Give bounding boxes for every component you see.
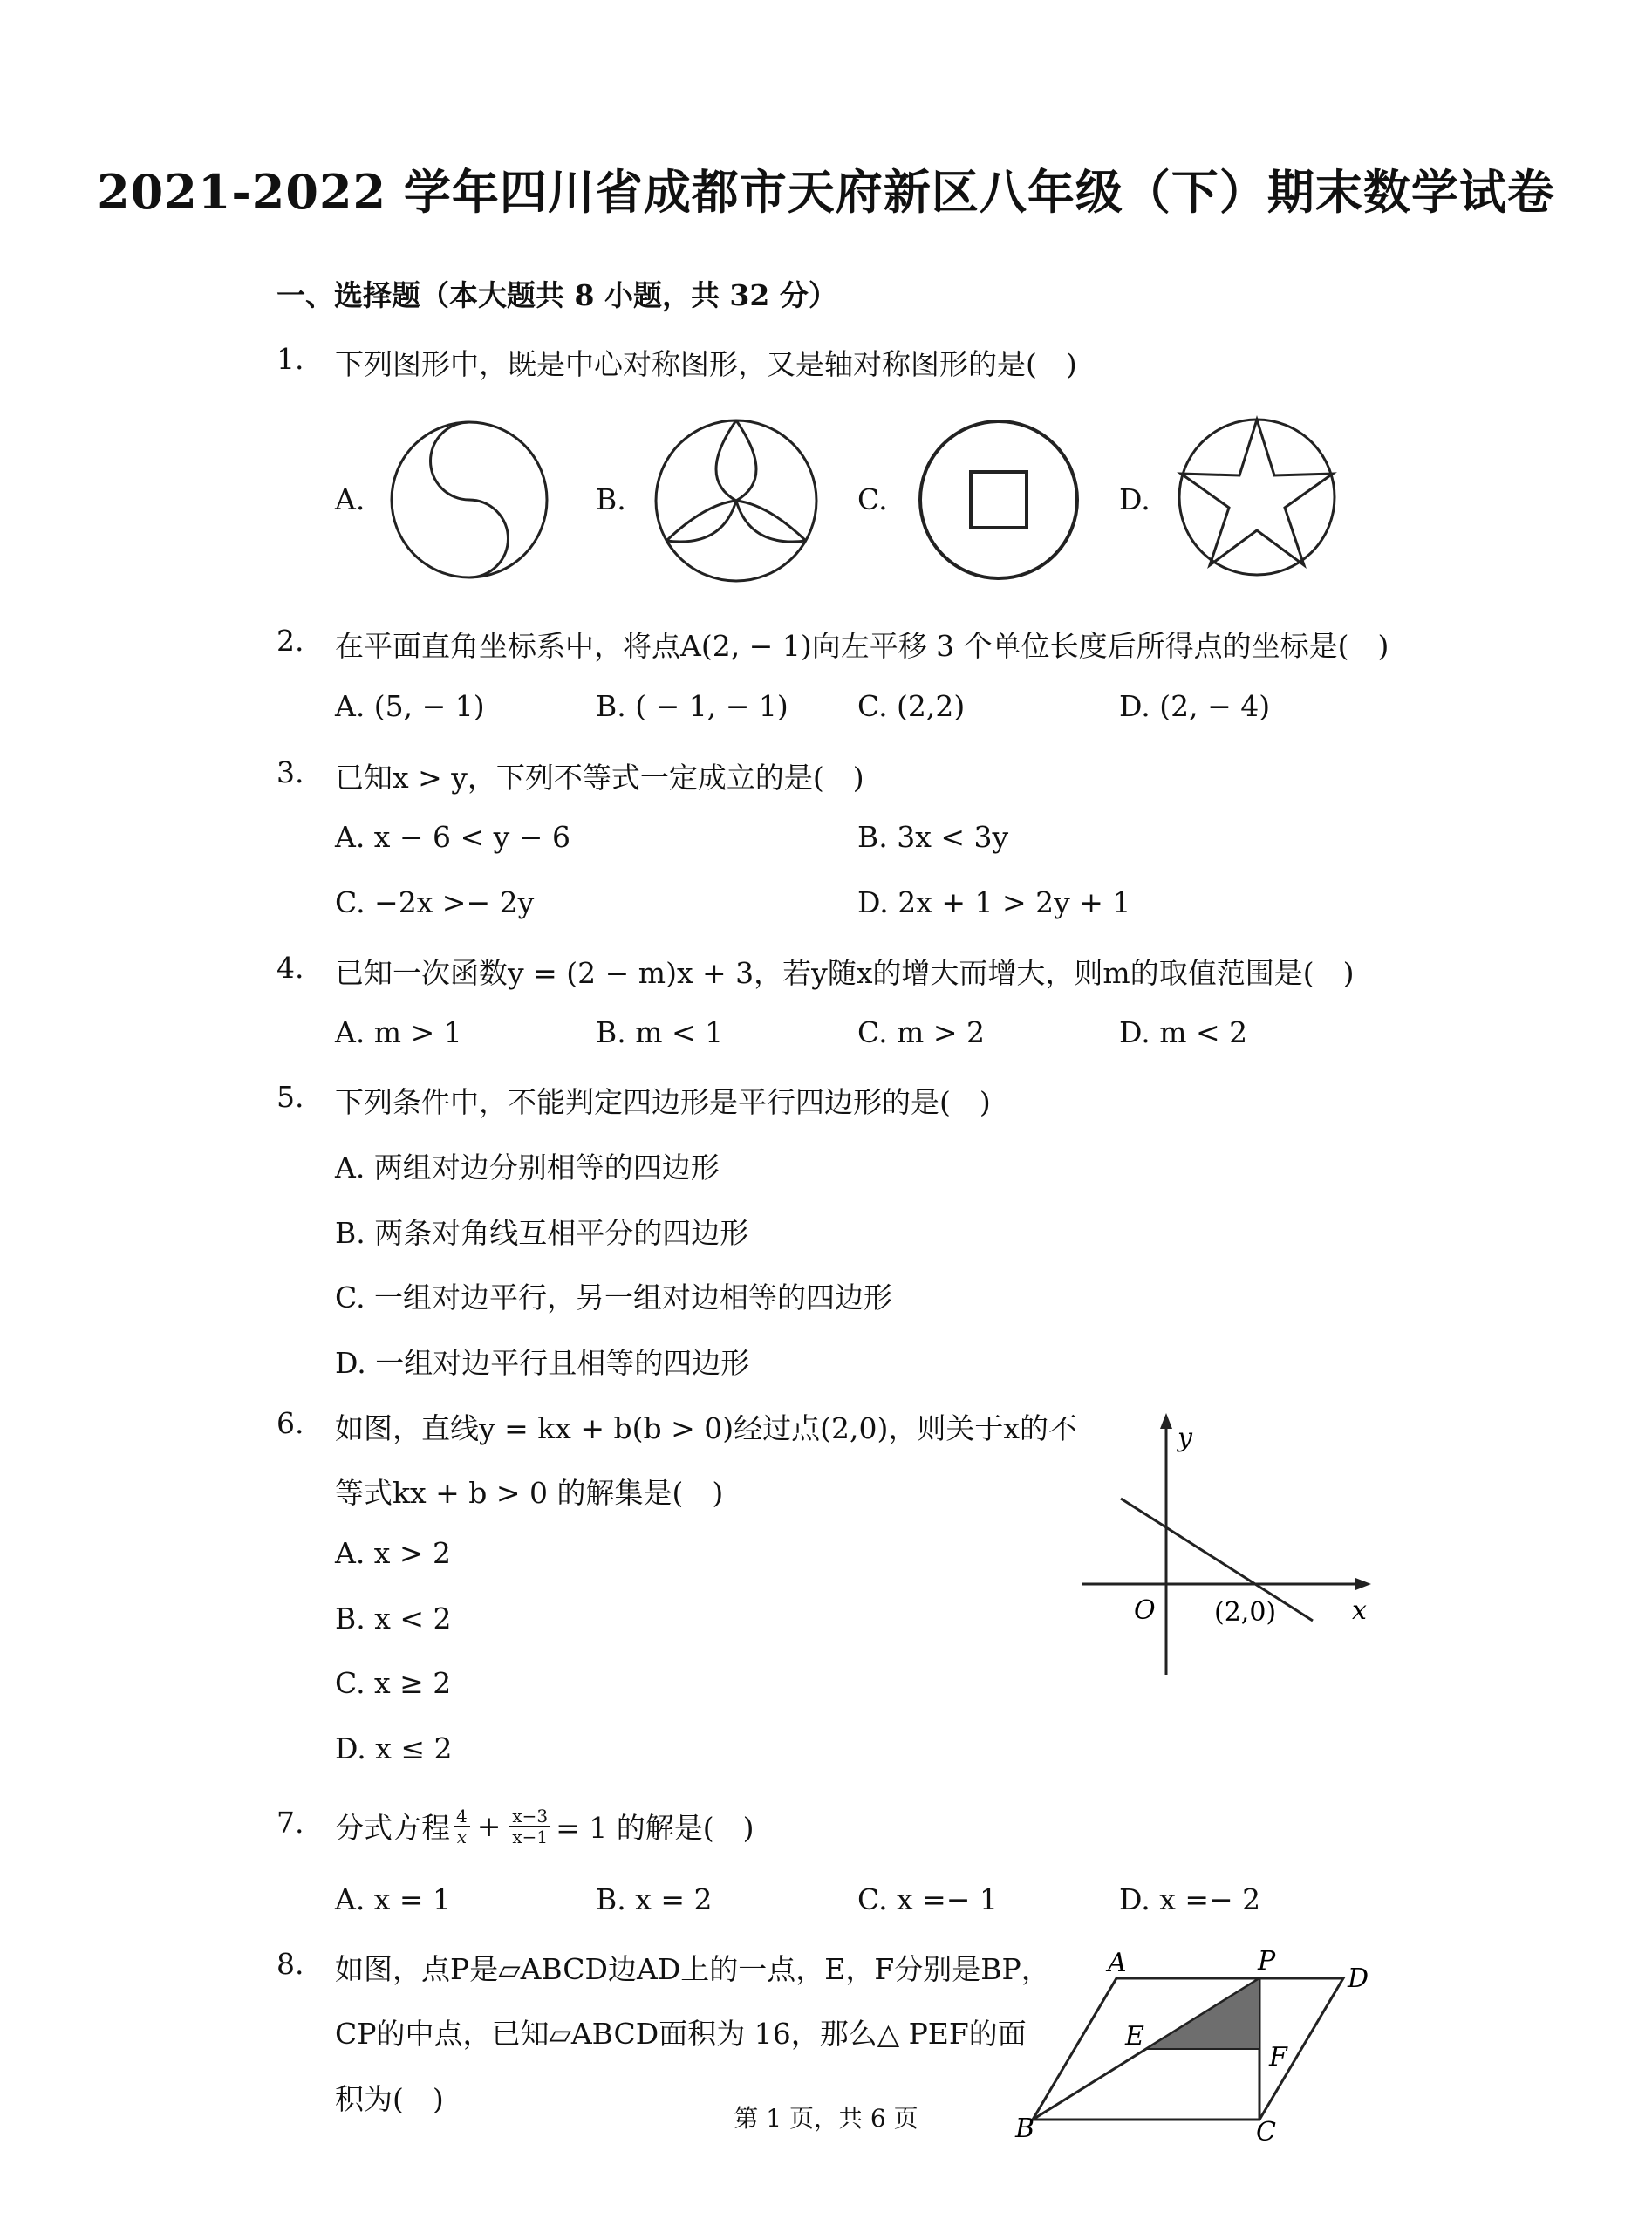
point-label: (2,0) [1214, 1597, 1277, 1628]
point-e: E [1125, 2021, 1144, 2052]
three-arcs-figure [652, 417, 820, 584]
option-b: B. x = 2 [596, 1882, 713, 1916]
option-a: A. (5, − 1) [335, 689, 485, 723]
option-b: B. x < 2 [335, 1601, 452, 1635]
option-a: A. 两组对边分别相等的四边形 [335, 1151, 720, 1185]
page-title: 2021-2022 学年四川省成都市天府新区八年级（下）期末数学试卷 [97, 164, 1555, 220]
question-stem [335, 1806, 754, 1847]
page-footer: 第 1 页，共 6 页 [734, 2104, 918, 2133]
vertex-b: B [1015, 2113, 1035, 2144]
option-a: A. x = 1 [335, 1882, 452, 1916]
stem-prefix: 分式方程 [335, 1811, 450, 1845]
fraction-2-denominator: x−1 [512, 1826, 549, 1847]
vertex-c: C [1256, 2117, 1276, 2148]
option-b: B. ( − 1, − 1) [596, 689, 788, 723]
vertex-a: A [1108, 1948, 1127, 1978]
fraction-1-numerator: 4 [454, 1806, 470, 1827]
option-a-label: A. [335, 482, 365, 516]
fraction-1 [454, 1806, 470, 1847]
option-b: B. m < 1 [596, 1015, 724, 1049]
question-stem-line3: 积为( ) [335, 2082, 444, 2116]
question-stem: 在平面直角坐标系中，将点A(2, − 1)向左平移 3 个单位长度后所得点的坐标是( ) [335, 629, 1389, 663]
option-c-label: C. [857, 482, 888, 516]
vertex-p: P [1258, 1946, 1276, 1977]
option-b: B. 两条对角线互相平分的四边形 [335, 1216, 749, 1250]
fraction-1-denominator: x [456, 1826, 467, 1847]
question-stem: 已知x > y，下列不等式一定成立的是( ) [335, 761, 864, 795]
option-b: B. 3x < 3y [857, 820, 1009, 854]
question-number: 5. [276, 1080, 304, 1114]
option-d: D. (2, − 4) [1119, 689, 1271, 723]
option-d: D. x ≤ 2 [335, 1731, 453, 1765]
question-stem-line1: 如图，点P是▱ABCD边AD上的一点，E，F分别是BP， [335, 1952, 1050, 1986]
option-a: A. x > 2 [335, 1536, 452, 1570]
option-a: A. x − 6 < y − 6 [335, 820, 570, 854]
option-c: C. x =− 1 [857, 1882, 998, 1916]
fraction-2-numerator: x−3 [509, 1806, 550, 1827]
question-number: 4. [276, 951, 304, 985]
yin-yang-figure [388, 419, 550, 581]
question-number: 7. [276, 1806, 304, 1840]
option-d: D. 一组对边平行且相等的四边形 [335, 1346, 750, 1380]
option-d: D. m < 2 [1119, 1015, 1248, 1049]
fraction-2 [509, 1806, 550, 1847]
vertex-d: D [1348, 1963, 1369, 1994]
line-graph-figure [1082, 1413, 1378, 1683]
question-stem-line1: 如图，直线y = kx + b(b > 0)经过点(2,0)，则关于x的不 [335, 1411, 1077, 1445]
question-stem: 下列图形中，既是中心对称图形，又是轴对称图形的是( ) [335, 347, 1077, 381]
question-number: 2. [276, 624, 304, 658]
option-c: C. x ≥ 2 [335, 1666, 452, 1700]
question-number: 3. [276, 755, 304, 789]
question-stem: 已知一次函数y = (2 − m)x + 3，若y随x的增大而增大，则m的取值范围是( ) [335, 956, 1355, 990]
option-c: C. (2,2) [857, 689, 966, 723]
question-stem: 下列条件中，不能判定四边形是平行四边形的是( ) [335, 1085, 991, 1119]
x-axis-label: x [1352, 1595, 1367, 1626]
option-d-label: D. [1119, 482, 1150, 516]
question-number: 6. [276, 1406, 304, 1440]
point-f: F [1269, 2042, 1287, 2073]
square-in-circle-figure [916, 417, 1082, 583]
question-number: 1. [276, 342, 304, 376]
y-axis-label: y [1178, 1423, 1192, 1453]
plus-sign: + [476, 1809, 502, 1843]
question-stem-line2: 等式kx + b > 0 的解集是( ) [335, 1476, 724, 1510]
option-d: D. 2x + 1 > 2y + 1 [857, 885, 1131, 919]
origin-label: O [1134, 1595, 1156, 1626]
section-heading: 一、选择题（本大题共 8 小题，共 32 分） [276, 278, 837, 312]
option-c: C. 一组对边平行，另一组对边相等的四边形 [335, 1280, 893, 1315]
option-b-label: B. [596, 482, 626, 516]
option-d: D. x =− 2 [1119, 1882, 1261, 1916]
question-number: 8. [276, 1947, 304, 1981]
stem-suffix: = 1 的解是( ) [556, 1811, 754, 1845]
option-c: C. m > 2 [857, 1015, 985, 1049]
option-a: A. m > 1 [335, 1015, 462, 1049]
star-in-circle-figure [1177, 417, 1337, 577]
question-stem-line2: CP的中点，已知▱ABCD面积为 16，那么△ PEF的面 [335, 2017, 1027, 2051]
option-c: C. −2x >− 2y [335, 885, 535, 919]
